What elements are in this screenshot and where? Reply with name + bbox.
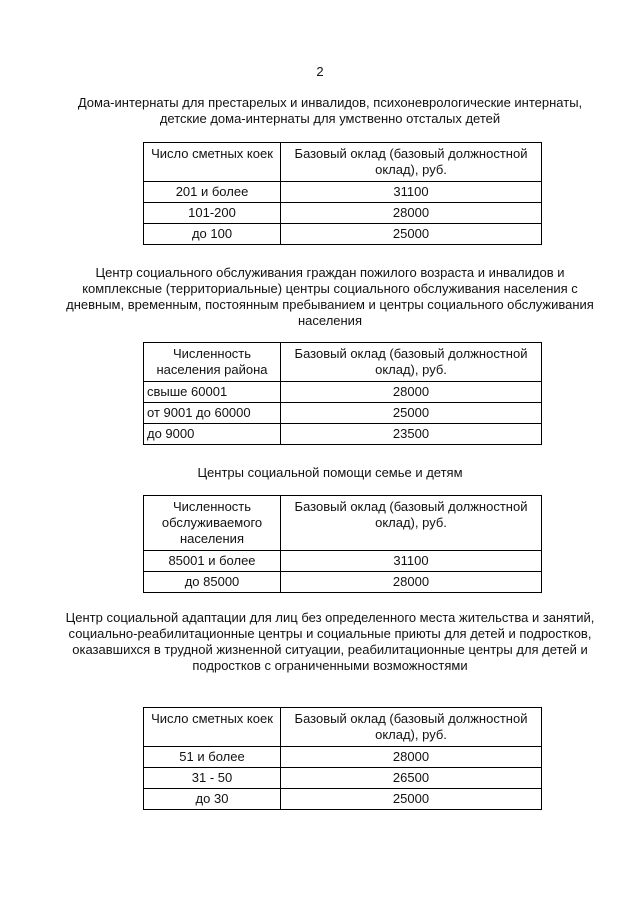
column-header-population: Численность населения района	[144, 343, 281, 382]
table-row	[144, 224, 542, 245]
section-2-table	[143, 342, 542, 445]
row-label: до 30	[144, 789, 281, 810]
row-value: 31100	[281, 182, 542, 203]
section-2-title: Центр социального обслуживания граждан пожилого возраста и инвалидов и комплексные (территориальные) центры социального обслуживания населения с дневным, временным, постоянным пребыванием и центры социального обслуживания населения	[66, 265, 594, 328]
section-4-table	[143, 707, 542, 810]
row-value: 28000	[281, 382, 542, 403]
row-label: 85001 и более	[144, 551, 281, 572]
section-1-title: Дома-интернаты для престарелых и инвалидов, психоневрологические интернаты, детские дома-интернаты для умственно отсталых детей	[77, 95, 583, 126]
column-header-salary: Базовый оклад (базовый должностной оклад), руб.	[281, 496, 542, 551]
row-label: 51 и более	[144, 747, 281, 768]
row-label: до 85000	[144, 572, 281, 593]
row-label: от 9001 до 60000	[144, 403, 281, 424]
section-3-title: Центры социальной помощи семье и детям	[197, 465, 463, 480]
row-label: до 9000	[144, 424, 281, 445]
table-row	[144, 203, 542, 224]
table-row	[144, 551, 542, 572]
row-value: 25000	[281, 789, 542, 810]
section-4-title: Центр социальной адаптации для лиц без определенного места жительства и занятий, социально-реабилитационные центры и социальные приюты для детей и подростков, оказавшихся в трудной жизненной ситуации, реабилитационные центры для детей и подростков с ограниченными возможностями	[65, 610, 595, 673]
table-row	[144, 768, 542, 789]
column-header-beds: Число сметных коек	[144, 143, 281, 182]
column-header-salary: Базовый оклад (базовый должностной оклад), руб.	[281, 343, 542, 382]
row-value: 25000	[281, 224, 542, 245]
row-label: 101-200	[144, 203, 281, 224]
table-header-row	[144, 708, 542, 747]
table-header-row	[144, 143, 542, 182]
row-value: 23500	[281, 424, 542, 445]
row-value: 28000	[281, 203, 542, 224]
row-label: до 100	[144, 224, 281, 245]
table-row	[144, 789, 542, 810]
table-header-row	[144, 496, 542, 551]
table-row	[144, 403, 542, 424]
table-row	[144, 424, 542, 445]
column-header-salary: Базовый оклад (базовый должностной оклад), руб.	[281, 708, 542, 747]
row-value: 28000	[281, 747, 542, 768]
table-row	[144, 182, 542, 203]
table-header-row	[144, 343, 542, 382]
table-row	[144, 382, 542, 403]
row-value: 28000	[281, 572, 542, 593]
row-label: 201 и более	[144, 182, 281, 203]
page-number: 2	[316, 64, 324, 79]
column-header-beds: Число сметных коек	[144, 708, 281, 747]
row-value: 31100	[281, 551, 542, 572]
row-label: 31 - 50	[144, 768, 281, 789]
row-value: 25000	[281, 403, 542, 424]
column-header-served-population: Численность обслуживаемого населения	[144, 496, 281, 551]
table-row	[144, 572, 542, 593]
row-label: свыше 60001	[144, 382, 281, 403]
section-3-table	[143, 495, 542, 593]
section-1-table	[143, 142, 542, 245]
table-row	[144, 747, 542, 768]
column-header-salary: Базовый оклад (базовый должностной оклад), руб.	[281, 143, 542, 182]
row-value: 26500	[281, 768, 542, 789]
